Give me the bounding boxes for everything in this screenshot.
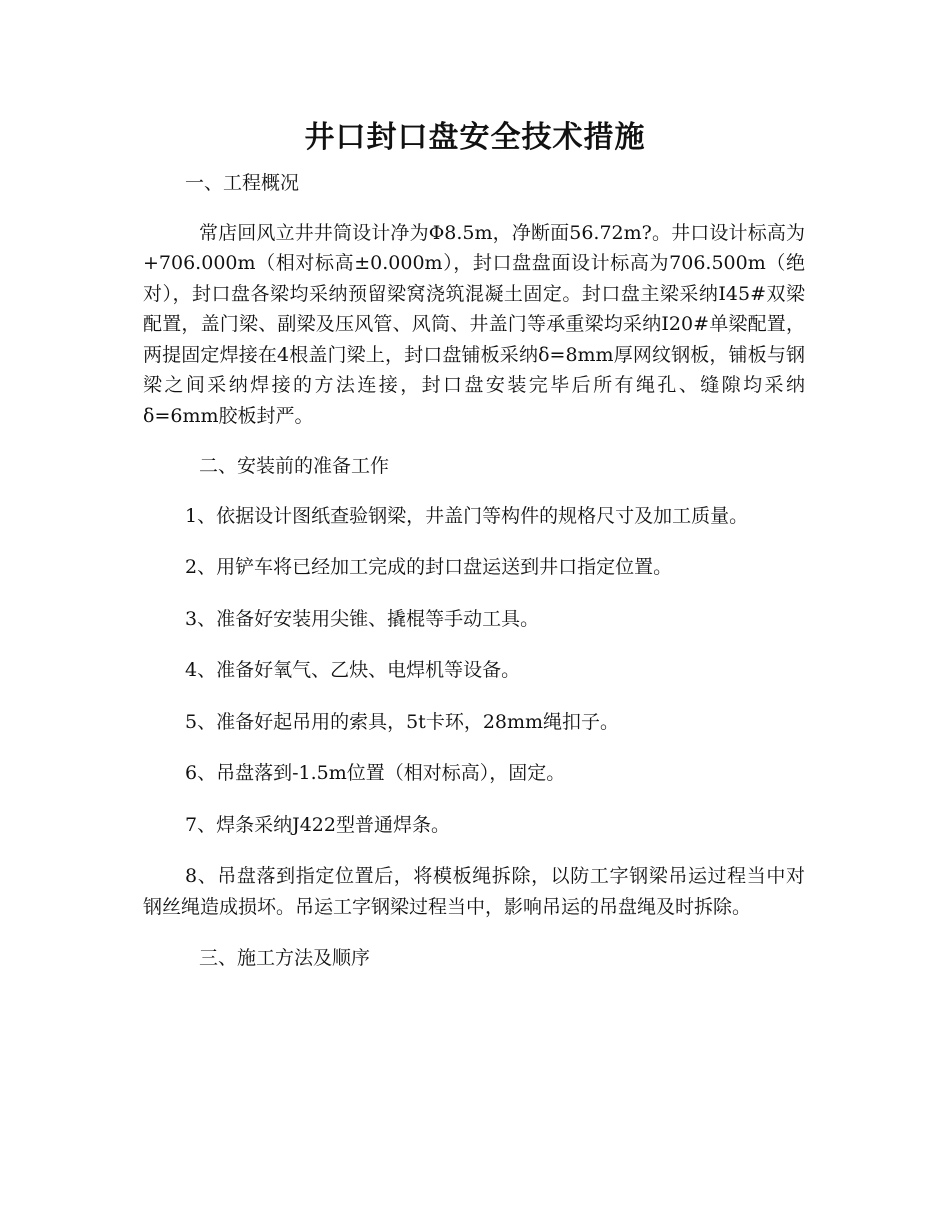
preparation-item-5: 5、准备好起吊用的索具，5t卡环，28mm绳扣子。 — [185, 710, 620, 733]
preparation-item-8: 8、吊盘落到指定位置后，将模板绳拆除，以防工字钢梁吊运过程当中对钢丝绳造成损坏。吊运工字钢梁过程当中，影响吊运的吊盘绳及时拆除。 — [143, 865, 805, 918]
preparation-item-1: 1、依据设计图纸查验钢梁，井盖门等构件的规格尺寸及加工质量。 — [185, 504, 749, 527]
section-heading-construction-method: 三、施工方法及顺序 — [199, 947, 371, 969]
document-title: 井口封口盘安全技术措施 — [304, 120, 646, 155]
preparation-item-7: 7、焊条采纳J422型普通焊条。 — [185, 813, 450, 836]
preparation-item-4: 4、准备好氧气、乙炔、电焊机等设备。 — [185, 659, 521, 681]
section-heading-overview: 一、工程概况 — [185, 172, 300, 194]
section-heading-preparation: 二、安装前的准备工作 — [199, 455, 390, 477]
preparation-item-2: 2、用铲车将已经加工完成的封口盘运送到井口指定位置。 — [185, 556, 673, 578]
overview-paragraph: 常店回风立井井筒设计净为Φ8.5m，净断面56.72m?。井口设计标高为+706.000m（相对标高±0.000m），封口盘盘面设计标高为706.500m（绝对），封口盘各梁均采纳预留梁窝浇筑混凝土固定。封口盘主梁采纳I45#双梁配置，盖门梁、副梁及压风管、风筒、井盖门等承重梁均采纳I20#单梁配置，两提固定焊接在4根盖门梁上，封口盘铺板采纳δ=8mm厚网纹钢板，铺板与钢梁之间采纳焊接的方法连接，封口盘安装完毕后所有绳孔、缝隙均采纳δ=6mm胶板封严。 — [143, 221, 805, 427]
document-body — [143, 168, 805, 974]
preparation-item-6: 6、吊盘落到-1.5m位置（相对标高），固定。 — [185, 762, 566, 784]
preparation-item-3: 3、准备好安装用尖锥、撬棍等手动工具。 — [185, 607, 540, 630]
